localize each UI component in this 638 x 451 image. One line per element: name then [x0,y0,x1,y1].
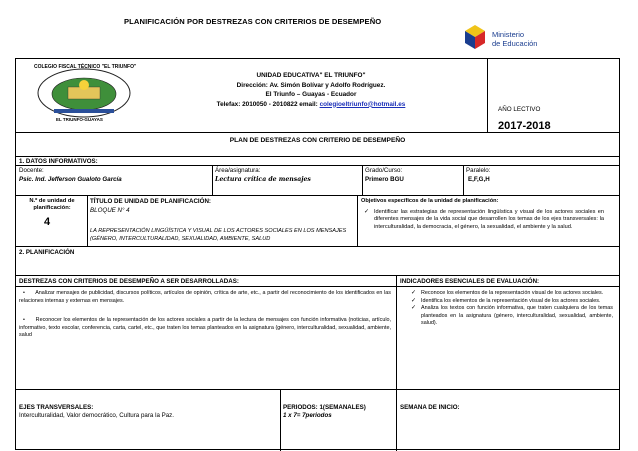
indicator-item: ✓ Analiza los textos con función informativa, que traten cualquiera de los temas planteados en la asignatura (género, interculturalidad, sexualidad, ambiente, salud). [411,305,613,328]
school-seal-bottom-text: EL TRIUNFO-GUAYAS [56,117,103,122]
skill-item: • Analizar mensajes de publicidad, discursos políticos, artículos de opinión, crítica de arte, etc., a partir del reconocimiento de los identificados en las relaciones internas y externas en mensajes. [19,290,391,304]
school-year-value: 2017-2018 [498,120,551,132]
ministry-line1: Ministerio [492,30,525,39]
school-year-label: AÑO LECTIVO [498,106,541,113]
school-city: El Triunfo – Guayas - Ecuador [265,91,357,98]
periodos-value: 1 x 7= 7periodos [283,412,332,419]
objectives-list [364,209,604,231]
indicator-item: ✓ Reconoce los elementos de la representación visual de los actores sociales. [411,290,613,298]
section-datos-informativos: 1. DATOS INFORMATIVOS: [19,158,98,165]
school-name: UNIDAD EDUCATIVA" EL TRIUNFO" [256,72,366,79]
docente-value: Psic. Ind. Jefferson Gualoto García [19,176,122,183]
paralelo-value: E,F,G,H [468,176,490,183]
section-planificacion: 2. PLANIFICACIÓN [19,249,75,256]
skill-text: Analizar mensajes de publicidad, discursos políticos, artículos de opinión, crítica de arte, etc., a partir del reconocimiento de los identificados en las relaciones internas y externas en mensajes. [19,290,391,304]
objectives-label: Objetivos específicos de la unidad de planificación: [361,198,499,204]
unit-block: BLOQUE N° 4 [90,207,130,214]
institution-header [171,71,451,109]
indicators-header: INDICADORES ESENCIALES DE EVALUACIÓN: [400,278,540,285]
skill-text: Reconocer los elementos de la representación de los actores sociales a partir de la lectura de mensajes con función informativa (noticias, artículo, informativo, texto escolar, conferencia, carta, cartel, etc., que traten los temas planteados en la asignatura (género, interculturalidad, sexualidad, ambiente, salud [19,317,392,339]
unit-title-label: TÍTULO DE UNIDAD DE PLANIFICACIÓN: [90,198,211,205]
indicators-list [411,290,613,328]
skills-header: DESTREZAS CON CRITERIOS DE DESEMPEÑO A SER DESARROLLADAS: [19,278,239,285]
school-phone: Telefax: 2010050 - 2010822 email: [216,100,320,108]
ministry-name [492,30,537,48]
area-label: Área/asignatura: [215,167,261,174]
plan-title: PLAN DE DESTREZAS CON CRITERIO DE DESEMPEÑO [229,137,406,144]
unit-number-value: 4 [44,216,51,228]
unit-number-label: N.º de unidad de planificación: [29,198,75,211]
objective-item: ✓ Identificar las estrategias de representación lingüística y visual de los actores sociales en diferentes mensajes de la vida social que desarrollen los temas de los ejes transversales: la interculturalidad, la democracia, el género, la sexualidad, el ambiente y la salud. [364,209,604,231]
school-seal-text: COLEGIO FISCAL TÉCNICO "EL TRIUNFO" [34,64,137,70]
semana-inicio-label: SEMANA DE INICIO: [400,404,460,411]
school-contact [171,100,451,110]
periodos-label: PERIODOS: 1(SEMANALES) [283,404,366,411]
ministry-line2: de Educación [492,39,538,48]
school-email-link[interactable]: colegioeltriunfo@hotmail.es [319,100,406,108]
paralelo-label: Paralelo: [466,167,491,174]
school-address: Dirección: Av. Simón Bolívar y Adolfo Rodríguez. [236,81,386,89]
indicator-item: ✓ Identifica los elementos de la representación visual de los actores sociales. [411,298,613,306]
docente-label: Docente: [19,167,44,174]
document-title: PLANIFICACIÓN POR DESTREZAS CON CRITERIOS DE DESEMPEÑO [124,17,382,26]
grado-value: Primero BGU [365,176,404,183]
planning-sheet [15,58,620,450]
ejes-label: EJES TRANSVERSALES: [19,404,94,411]
unit-title-value: LA REPRESENTACIÓN LINGÜÍSTICA Y VISUAL DE LOS ACTORES SOCIALES EN LOS MENSAJES (GÉNERO, INTERCULTURALIDAD, SEXUALIDAD, AMBIENTE, SALUD [90,228,347,242]
skill-item: • Reconocer los elementos de la representación de los actores sociales a partir de la lectura de mensajes con función informativa (noticias, artículo, informativo, texto escolar, conferencia, carta, cartel, etc., que traten los temas planteados en la asignatura (género, interculturalidad, sexualidad, ambiente, salud [19,317,392,339]
ejes-value: Interculturalidad, Valor democrático, Cultura para la Paz. [19,412,174,419]
grado-label: Grado/Curso: [365,167,403,174]
area-value: Lectura crítica de mensajes [215,176,311,183]
